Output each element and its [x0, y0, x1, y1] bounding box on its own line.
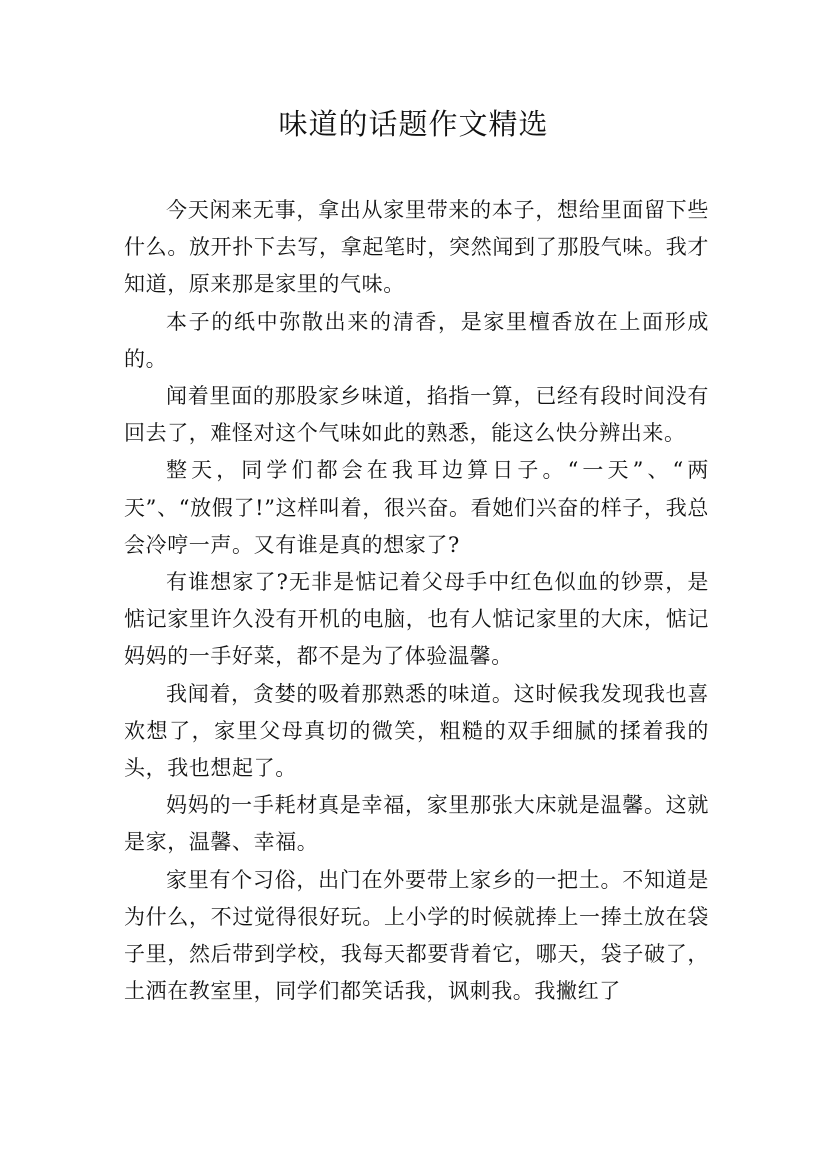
- paragraph: 今天闲来无事，拿出从家里带来的本子，想给里面留下些什么。放开扑下去写，拿起笔时，突然闻到了那股气味。我才知道，原来那是家里的气味。: [124, 198, 709, 297]
- paragraph: 整天，同学们都会在我耳边算日子。“一天”、“两天”、“放假了!”这样叫着，很兴奋。看她们兴奋的样子，我总会冷哼一声。又有谁是真的想家了?: [124, 458, 709, 557]
- paragraph: 我闻着，贪婪的吸着那熟悉的味道。这时候我发现我也喜欢想了，家里父母真切的微笑，粗糙的双手细腻的揉着我的头，我也想起了。: [124, 681, 709, 781]
- paragraph: 本子的纸中弥散出来的清香，是家里檀香放在上面形成的。: [124, 309, 709, 371]
- paragraph: 有谁想家了?无非是惦记着父母手中红色似血的钞票，是惦记家里许久没有开机的电脑，也有人惦记家里的大床，惦记妈妈的一手好菜，都不是为了体验温馨。: [124, 570, 709, 669]
- paragraph: 妈妈的一手耗材真是幸福，家里那张大床就是温馨。这就是家，温馨、幸福。: [124, 793, 709, 855]
- paragraph: 闻着里面的那股家乡味道，掐指一算，已经有段时间没有回去了，难怪对这个气味如此的熟悉，能这么快分辨出来。: [124, 384, 709, 446]
- document-title: 味道的话题作文精选: [278, 107, 549, 141]
- paragraph: 家里有个习俗，出门在外要带上家乡的一把土。不知道是为什么，不过觉得很好玩。上小学的时候就捧上一捧土放在袋子里，然后带到学校，我每天都要背着它，哪天，袋子破了，土洒在教室里，同学们都笑话我，讽刺我。我撇红了: [124, 867, 709, 1004]
- document-body: [124, 192, 709, 1010]
